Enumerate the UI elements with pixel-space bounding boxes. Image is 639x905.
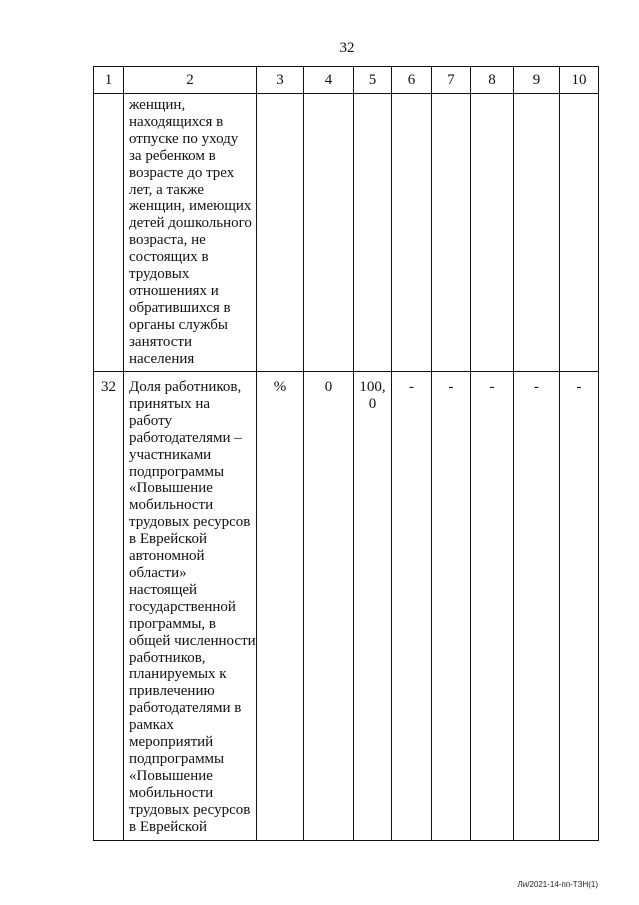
header-cell-2: 2 <box>124 67 257 94</box>
value-cell-10: - <box>560 372 599 841</box>
row-number-cell: 32 <box>94 372 124 841</box>
value-cell-6: - <box>392 372 432 841</box>
indicator-name-cell: Доля работников, принятых на работу работодателями – участниками подпрограммы «Повышение мобильности трудовых ресурсов в Еврейской автономной области» настоящей государственной программы, в общей численности работников, планируемых к привлечению работодателями в рамках мероприятий подпрограммы «Повышение мобильности трудовых ресурсов в Еврейской <box>124 372 257 841</box>
header-cell-1: 1 <box>94 67 124 94</box>
indicator-name-cell: женщин, находящихся в отпуске по уходу за ребенком в возрасте до трех лет, а также женщин, имеющих детей дошкольного возраста, не состоящих в трудовых отношениях и обратившихся в органы службы занятости населения <box>124 94 257 372</box>
value-cell-10 <box>560 94 599 372</box>
page-number: 32 <box>339 40 355 56</box>
value-cell-7: - <box>432 372 471 841</box>
row-number-cell <box>94 94 124 372</box>
table-header-row <box>94 67 599 94</box>
value-cell-4 <box>304 94 354 372</box>
unit-cell <box>257 94 304 372</box>
value-cell-5 <box>354 94 392 372</box>
value-cell-9 <box>514 94 560 372</box>
header-cell-5: 5 <box>354 67 392 94</box>
table-row <box>94 94 599 372</box>
value-cell-8: - <box>471 372 514 841</box>
header-cell-6: 6 <box>392 67 432 94</box>
value-cell-6 <box>392 94 432 372</box>
document-code: Ли/2021-14-пп-ТЗН(1) <box>517 880 598 889</box>
header-cell-9: 9 <box>514 67 560 94</box>
unit-cell: % <box>257 372 304 841</box>
table-row <box>94 372 599 841</box>
header-cell-8: 8 <box>471 67 514 94</box>
value-cell-7 <box>432 94 471 372</box>
header-cell-4: 4 <box>304 67 354 94</box>
value-cell-4: 0 <box>304 372 354 841</box>
value-cell-8 <box>471 94 514 372</box>
header-cell-7: 7 <box>432 67 471 94</box>
header-cell-3: 3 <box>257 67 304 94</box>
value-cell-5: 100, 0 <box>354 372 392 841</box>
header-cell-10: 10 <box>560 67 599 94</box>
value-cell-9: - <box>514 372 560 841</box>
indicators-table <box>93 66 599 841</box>
